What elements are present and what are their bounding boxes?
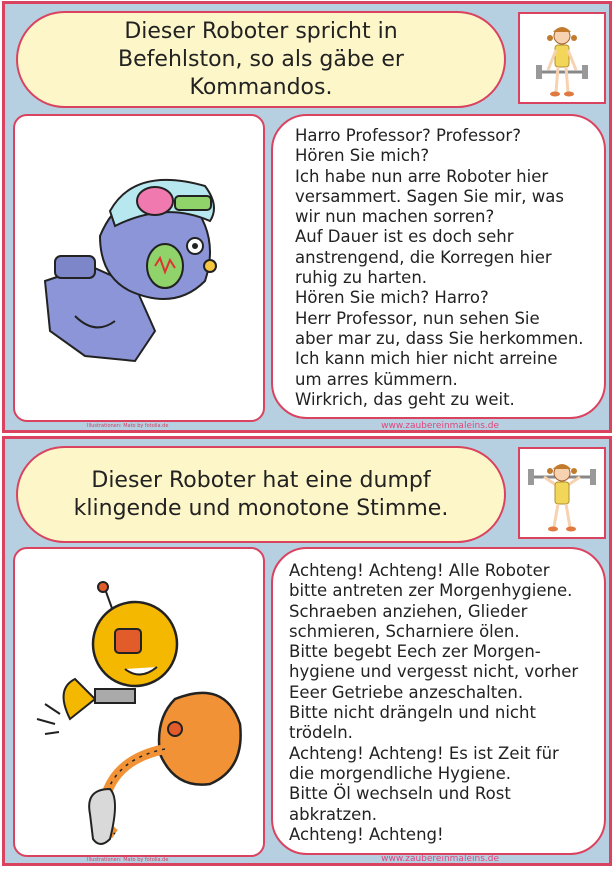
blue-robot-illustration (13, 114, 265, 422)
girl-weightlifting-icon (518, 447, 606, 539)
robot-card-1 (2, 1, 612, 433)
card-title: Dieser Roboter hat eine dumpf klingende und monotone Stimme. (73, 467, 449, 521)
text-line: Ich habe nun arre Roboter hier (295, 166, 549, 186)
card-title-box (16, 446, 506, 543)
text-line: wir nun machen sorren? (295, 207, 495, 227)
text-line: um arres kümmern. (295, 369, 458, 389)
text-line: ruhig zu harten. (295, 268, 428, 288)
text-line: trödeln. (289, 723, 353, 743)
text-line: Ich kann mich hier nicht arreine (295, 349, 558, 369)
text-line: aber mar zu, dass Sie herkommen. (295, 328, 584, 348)
text-line: abkratzen. (289, 804, 378, 824)
robot-card-2 (2, 436, 612, 866)
text-line: Bitte Öl wechseln und Rost (289, 784, 511, 804)
website-url: www.zaubereinmaleins.de (381, 421, 499, 431)
text-line: bitte antreten zer Morgenhygiene. (289, 581, 573, 601)
text-line: Wirkrich, das geht zu weit. (295, 389, 515, 409)
text-line: Bitte nicht drängeln und nicht (289, 703, 536, 723)
text-line: versammert. Sagen Sie mir, was (295, 186, 564, 206)
text-line: Bitte begebt Eech zer Morgen- (289, 642, 541, 662)
girl-weightlifting-icon (518, 12, 606, 104)
text-line: Achteng! Achteng! Alle Roboter (289, 561, 550, 580)
text-line: Harro Professor? Professor? (295, 126, 521, 145)
text-line: Achteng! Achteng! Es ist Zeit für (289, 743, 559, 763)
text-line: Hören Sie mich? (295, 146, 430, 166)
text-line: Auf Dauer ist es doch sehr (295, 227, 514, 247)
card-title: Dieser Roboter spricht in Befehlston, so als gäbe er Kommandos. (118, 18, 404, 100)
text-line: Eeer Getriebe anzeschalten. (289, 682, 524, 702)
illustration-credit: Illustrationen: Mato by fotolia.de (87, 857, 169, 863)
speech-text-box (271, 114, 606, 419)
speech-text-box (271, 547, 606, 855)
text-line: die morgendliche Hygiene. (289, 763, 512, 783)
orange-robot-illustration (13, 547, 265, 857)
illustration-credit: Illustrationen: Mato by fotolia.de (87, 423, 169, 429)
text-line: Herr Professor, nun sehen Sie (295, 308, 540, 328)
text-line: Achteng! Achteng! (289, 824, 444, 844)
text-line: anstrengend, die Korregen hier (295, 247, 552, 267)
text-line: Hören Sie mich? Harro? (295, 288, 489, 308)
text-line: hygiene und vergesst nicht, vorher (289, 662, 579, 682)
website-url: www.zaubereinmaleins.de (381, 854, 499, 864)
text-line: schmieren, Scharniere ölen. (289, 621, 520, 641)
text-line: Schraeben anziehen, Glieder (289, 601, 528, 621)
card-title-box (16, 11, 506, 108)
